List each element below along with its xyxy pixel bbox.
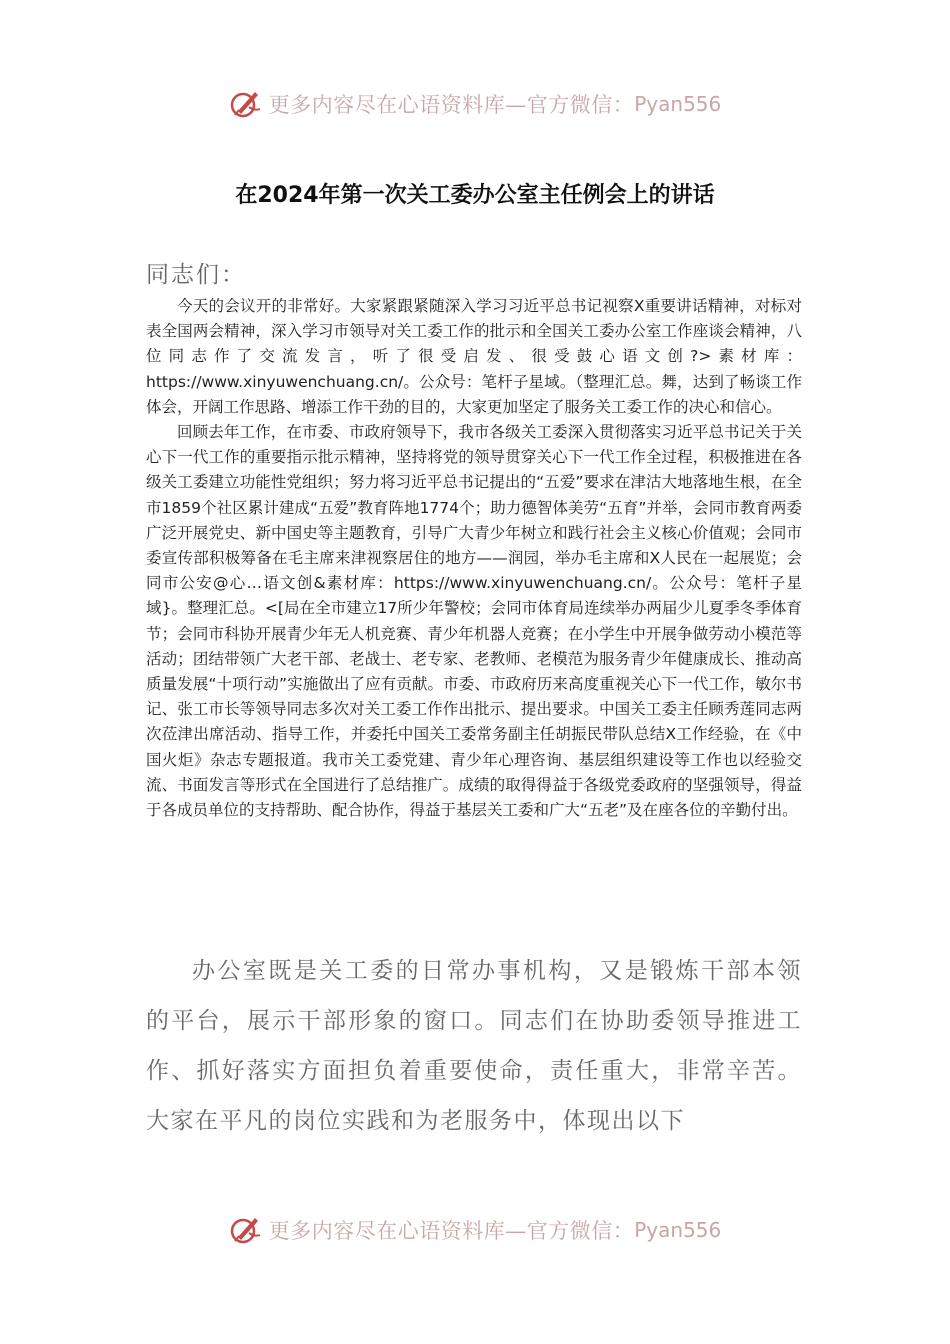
banner-text: 更多内容尽在心语资料库—官方微信： (268, 1219, 635, 1243)
banner-text: 更多内容尽在心语资料库—官方微信： (268, 93, 635, 117)
quill-pen-logo-icon (229, 1213, 263, 1247)
document-title: 在2024年第一次关工委办公室主任例会上的讲话 (235, 183, 715, 208)
paragraph-1: 今天的会议开的非常好。大家紧跟紧随深入学习习近平总书记视察X重要讲话精神，对标对表全国两会精神，深入学习市领导对关工委工作的批示和全国关工委办公室工作座谈会精神，八位同志作了交流发言，听了很受启发、很受鼓心语文创?>素材库：https://www.xinyuwenchuang.cn/。公众号：笔杆子星域。（整理汇总。舞，达到了畅谈工作体会，开阔工作思路、增添工作干劲的目的，大家更加坚定了服务关工委工作的决心和信心。 (146, 297, 802, 416)
paragraph-2: 回顾去年工作，在市委、市政府领导下，我市各级关工委深入贯彻落实习近平总书记关于关心下一代工作的重要指示批示精神，坚持将党的领导贯穿关心下一代工作全过程，积极推进在各级关工委建立功能性党组织；努力将习近平总书记提出的“五爱”要求在津沽大地落地生根，在全市1859个社区累计建成“五爱”教育阵地1774个；助力德智体美劳“五育”并举，会同市教育两委广泛开展党史、新中国史等主题教育，引导广大青少年树立和践行社会主义核心价值观；会同市委宣传部积极筹备在毛主席来津视察居住的地方——润园，举办毛主席和X人民在一起展览；会同市公安@心…语文创&素材库：https://www.xinyuwenchuang.cn/。公众号：笔杆子星域}。整理汇总。<[局在全市建立17所少年警校；会同市体育局连续举办两届少儿夏季冬季体育节；会同市科协开展青少年无人机竞赛、青少年机器人竞赛；在小学生中开展争做劳动小模范等活动；团结带领广大老干部、老战士、老专家、老教师、老模范为服务青少年健康成长、推动高质量发展“十项行动”实施做出了应有贡献。市委、市政府历来高度重视关心下一代工作，敏尔书记、张工市长等领导同志多次对关工委工作作出批示、提出要求。中国关工委主任顾秀莲同志两次莅津出席活动、指导工作，并委托中国关工委常务副主任胡振民带队总结X工作经验，在《中国火炬》杂志专题报道。我市关工委党建、青少年心理咨询、基层组织建设等工作也以经验交流、书面发言等形式在全国进行了总结推广。成绩的取得得益于各级党委政府的坚强领导，得益于各成员单位的支持帮助、配合协作，得益于基层关工委和广大“五老”及在座各位的辛勤付出。 (146, 423, 802, 820)
large-text (146, 946, 802, 1146)
greeting: 同志们： (146, 262, 246, 288)
paragraph-3: 办公室既是关工委的日常办事机构，又是锻炼干部本领的平台，展示干部形象的窗口。同志们在协助委领导推进工作、抓好落实方面担负着重要使命，责任重大，非常辛苦。大家在平凡的岗位实践和为老服务中，体现出以下 (146, 958, 802, 1134)
header-banner (0, 84, 950, 124)
banner-wechat-id: Pyan556 (634, 1218, 722, 1242)
quill-pen-logo-icon (229, 87, 263, 121)
banner-wechat-id: Pyan556 (634, 92, 722, 116)
footer-banner (0, 1210, 950, 1250)
body-text (146, 294, 802, 823)
